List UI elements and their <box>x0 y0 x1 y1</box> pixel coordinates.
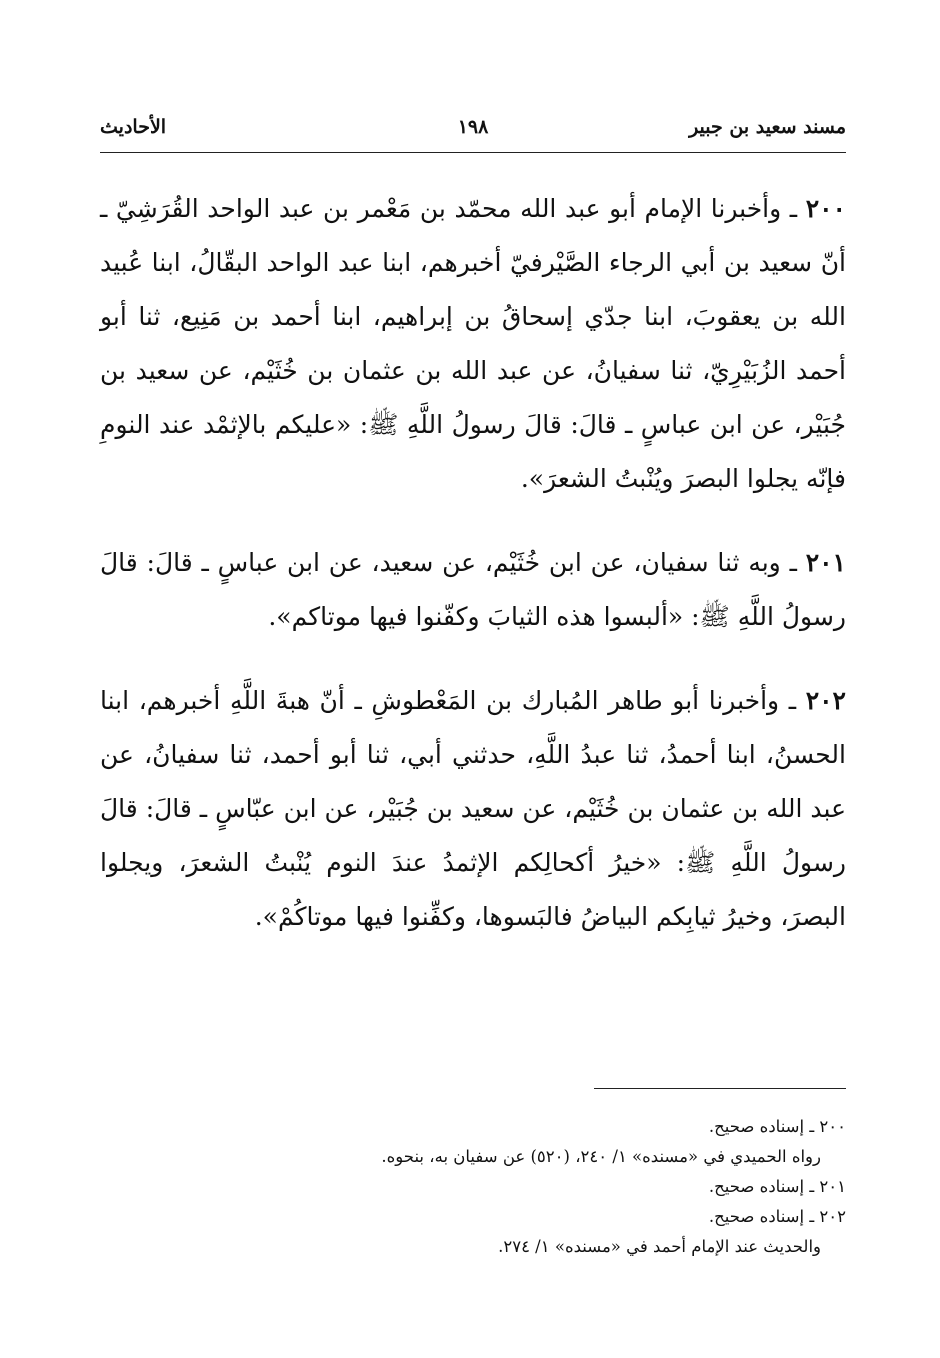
footnote-line: والحديث عند الإمام أحمد في «مسنده» ١/ ٢٧٤. <box>498 1237 821 1256</box>
header-divider <box>100 152 846 153</box>
hadith-text: ـ وأخبرنا الإمام أبو عبد الله محمّد بن مَعْمر بن عبد الواحد القُرَشِيّ ـ أنّ سعيد بن أبي الرجاء الصَّيْرفيّ أخبرهم، ابنا عبد الواحد البقّالُ، ابنا عُبيد الله بن يعقوبَ، ابنا جدّي إسحاقُ بن إبراهيم، ابنا أحمد بن مَنِيع، ثنا أبو أحمد الزُبَيْرِيّ، ثنا سفيانُ، عن عبد الله بن عثمان بن خُثَيْم، عن سعيد بن جُبَيْر، عن ابن عباسٍ ـ قالَ: قالَ رسولُ اللَّهِ ﷺ: «عليكم بالإثمْد عند النومِ فإنّه يجلوا البصرَ ويُنْبتُ الشعرَ». <box>100 194 846 493</box>
hadith-text: ـ وبه ثنا سفيان، عن ابن خُثَيْم، عن سعيد، عن ابن عباسٍ ـ قالَ: قالَ رسولُ اللَّهِ ﷺ: «ألبسوا هذه الثيابَ وكفّنوا فيها موتاكم». <box>100 548 846 631</box>
footnote-divider <box>594 1088 846 1089</box>
footnote-line: ٢٠٢ ـ إسناده صحيح. <box>708 1207 846 1226</box>
main-text <box>100 182 846 944</box>
footnote-line: رواه الحميدي في «مسنده» ١/ ٢٤٠، (٥٢٠) عن سفيان به، بنحوه. <box>381 1147 821 1166</box>
footnotes <box>100 1112 846 1262</box>
hadith-202 <box>100 674 846 944</box>
hadith-200 <box>100 182 846 506</box>
book-title: مسند سعيد بن جبير <box>689 116 846 138</box>
section-title: الأحاديث <box>100 116 167 138</box>
footnote-line: ٢٠١ ـ إسناده صحيح. <box>708 1177 846 1196</box>
footnote-line: ٢٠٠ ـ إسناده صحيح. <box>708 1117 846 1136</box>
hadith-201 <box>100 536 846 644</box>
hadith-number: ٢٠١ <box>805 548 846 577</box>
page-number: ١٩٨ <box>457 116 489 138</box>
page-header <box>100 116 846 150</box>
hadith-number: ٢٠٠ <box>805 194 846 223</box>
hadith-text: ـ وأخبرنا أبو طاهر المُبارك بن المَعْطوشِ ـ أنّ هبةَ اللَّهِ أخبرهم، ابنا الحسنُ، ابنا أحمدُ، ثنا عبدُ اللَّهِ، حدثني أبي، ثنا أبو أحمد، ثنا سفيانُ، عن عبد الله بن عثمان بن خُثَيْم، عن سعيد بن جُبَيْر، عن ابن عبّاسٍ ـ قالَ: قالَ رسولُ اللَّهِ ﷺ: «خيرُ أكحالِكم الإثمدُ عندَ النوم يُنْبتُ الشعرَ، ويجلوا البصرَ، وخيرُ ثيابِكم البياضُ فالبَسوها، وكفِّنوا فيها موتاكُمْ». <box>100 686 846 931</box>
hadith-number: ٢٠٢ <box>805 686 846 715</box>
